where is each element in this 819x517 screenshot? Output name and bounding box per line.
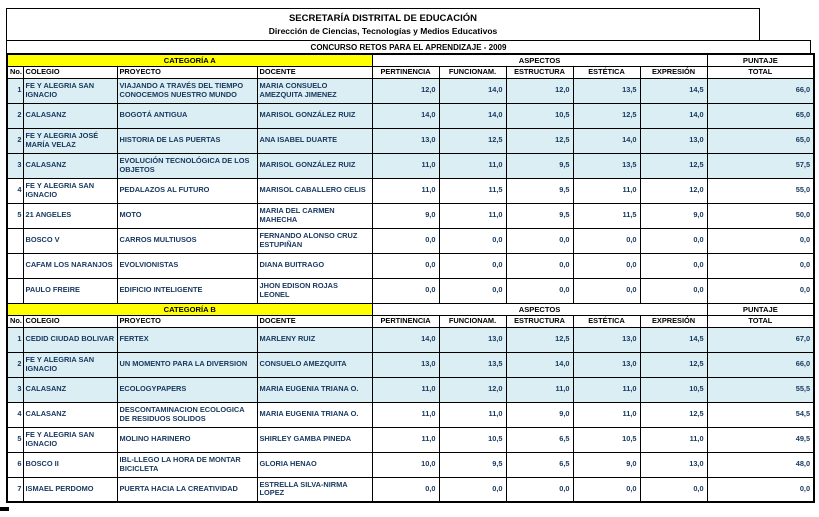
score-cell: 13,0 [439, 327, 506, 352]
total-cell: 65,0 [707, 128, 814, 153]
score-cell: 13,5 [573, 153, 640, 178]
total-cell: 67,0 [707, 327, 814, 352]
score-cell: 11,0 [372, 178, 439, 203]
row-number-cell: 3 [7, 377, 23, 402]
score-cell: 13,5 [573, 78, 640, 103]
docente-cell: DIANA BUITRAGO [257, 253, 372, 278]
column-header-colegio: COLEGIO [23, 315, 117, 327]
score-cell: 0,0 [372, 477, 439, 502]
score-cell: 9,0 [506, 402, 573, 427]
column-header-row [7, 315, 814, 327]
docente-cell: MARIA EUGENIA TRIANA O. [257, 402, 372, 427]
score-cell: 6,5 [506, 427, 573, 452]
proyecto-cell: ECOLOGYPAPERS [117, 377, 257, 402]
score-cell: 9,0 [372, 203, 439, 228]
docente-cell: CONSUELO AMEZQUITA [257, 352, 372, 377]
row-number-cell [7, 253, 23, 278]
score-cell: 0,0 [573, 477, 640, 502]
colegio-cell: CALASANZ [23, 103, 117, 128]
proyecto-cell: FERTEX [117, 327, 257, 352]
table-row [7, 178, 814, 203]
table-row [7, 203, 814, 228]
table-row [7, 477, 814, 502]
proyecto-cell: VIAJANDO A TRAVÉS DEL TIEMPO CONOCEMOS NUESTRO MUNDO [117, 78, 257, 103]
docente-cell: SHIRLEY GAMBA PINEDA [257, 427, 372, 452]
docente-cell: MARIA EUGENIA TRIANA O. [257, 377, 372, 402]
score-cell: 14,0 [439, 78, 506, 103]
score-cell: 11,0 [372, 153, 439, 178]
score-cell: 14,0 [439, 103, 506, 128]
total-cell: 0,0 [707, 228, 814, 253]
score-cell: 11,0 [506, 377, 573, 402]
column-header-expresin: EXPRESIÓN [640, 66, 707, 78]
docente-cell: MARISOL CABALLERO CELIS [257, 178, 372, 203]
colegio-cell: FE Y ALEGRIA SAN IGNACIO [23, 427, 117, 452]
score-cell: 6,5 [506, 452, 573, 477]
score-cell: 0,0 [439, 278, 506, 303]
score-cell: 13,0 [640, 452, 707, 477]
score-cell: 9,0 [573, 452, 640, 477]
column-header-proyecto: PROYECTO [117, 66, 257, 78]
total-cell: 48,0 [707, 452, 814, 477]
proyecto-cell: PUERTA HACIA LA CREATIVIDAD [117, 477, 257, 502]
table-row [7, 78, 814, 103]
score-cell: 14,0 [640, 103, 707, 128]
column-header-pertinencia: PERTINENCIA [372, 315, 439, 327]
score-cell: 12,5 [640, 402, 707, 427]
column-header-docente: DOCENTE [257, 315, 372, 327]
score-cell: 0,0 [506, 278, 573, 303]
score-cell: 0,0 [439, 477, 506, 502]
table-row [7, 402, 814, 427]
score-cell: 11,0 [372, 377, 439, 402]
score-cell: 11,5 [439, 178, 506, 203]
score-cell: 9,5 [506, 178, 573, 203]
column-header-total: TOTAL [707, 315, 814, 327]
table-row [7, 352, 814, 377]
score-cell: 12,0 [640, 178, 707, 203]
row-number-cell: 7 [7, 477, 23, 502]
total-cell: 66,0 [707, 78, 814, 103]
table-row [7, 278, 814, 303]
score-cell: 14,0 [573, 128, 640, 153]
total-cell: 66,0 [707, 352, 814, 377]
proyecto-cell: IBL-LLEGO LA HORA DE MONTAR BICICLETA [117, 452, 257, 477]
score-cell: 14,0 [372, 103, 439, 128]
proyecto-cell: PEDALAZOS AL FUTURO [117, 178, 257, 203]
row-number-cell: 3 [7, 153, 23, 178]
docente-cell: JHON EDISON ROJAS LEONEL [257, 278, 372, 303]
report-title-box [6, 8, 760, 41]
score-cell: 0,0 [439, 253, 506, 278]
table-row [7, 427, 814, 452]
colegio-cell: FE Y ALEGRIA SAN IGNACIO [23, 78, 117, 103]
score-cell: 13,5 [439, 352, 506, 377]
score-cell: 0,0 [372, 253, 439, 278]
score-cell: 13,0 [573, 327, 640, 352]
colegio-cell: CALASANZ [23, 153, 117, 178]
total-cell: 0,0 [707, 477, 814, 502]
proyecto-cell: HISTORIA DE LAS PUERTAS [117, 128, 257, 153]
colegio-cell: PAULO FREIRE [23, 278, 117, 303]
docente-cell: MARIA DEL CARMEN MAHECHA [257, 203, 372, 228]
score-cell: 12,5 [640, 153, 707, 178]
docente-cell: ESTRELLA SILVA-NIRMA LOPEZ [257, 477, 372, 502]
score-cell: 0,0 [506, 477, 573, 502]
proyecto-cell: CARROS MULTIUSOS [117, 228, 257, 253]
docente-cell: MARISOL GONZÁLEZ RUIZ [257, 153, 372, 178]
proyecto-cell: DESCONTAMINACION ECOLOGICA DE RESIDUOS SOLIDOS [117, 402, 257, 427]
row-number-cell: 2 [7, 103, 23, 128]
score-cell: 11,0 [573, 178, 640, 203]
section-label: CATEGORÍA A [7, 54, 372, 66]
section-header-row [7, 54, 814, 66]
section-label: CATEGORÍA B [7, 303, 372, 315]
column-header-expresin: EXPRESIÓN [640, 315, 707, 327]
score-cell: 0,0 [573, 253, 640, 278]
column-header-esttica: ESTÉTICA [573, 66, 640, 78]
row-number-cell: 2 [7, 352, 23, 377]
row-number-cell: 5 [7, 203, 23, 228]
row-number-cell: 1 [7, 327, 23, 352]
score-cell: 10,5 [573, 427, 640, 452]
score-cell: 0,0 [573, 228, 640, 253]
column-header-row [7, 66, 814, 78]
aspects-group-header: ASPECTOS [372, 54, 707, 66]
row-number-cell [7, 228, 23, 253]
table-row [7, 153, 814, 178]
total-cell: 65,0 [707, 103, 814, 128]
puntaje-group-header: PUNTAJE [707, 54, 814, 66]
column-header-funcionam: FUNCIONAM. [439, 315, 506, 327]
score-cell: 11,0 [573, 377, 640, 402]
score-cell: 9,0 [640, 203, 707, 228]
score-cell: 0,0 [439, 228, 506, 253]
score-cell: 9,5 [506, 153, 573, 178]
column-header-funcionam: FUNCIONAM. [439, 66, 506, 78]
score-cell: 0,0 [640, 477, 707, 502]
colegio-cell: CALASANZ [23, 402, 117, 427]
total-cell: 0,0 [707, 253, 814, 278]
total-cell: 55,5 [707, 377, 814, 402]
docente-cell: MARLENY RUIZ [257, 327, 372, 352]
table-row [7, 327, 814, 352]
score-cell: 11,0 [640, 427, 707, 452]
score-cell: 0,0 [640, 253, 707, 278]
colegio-cell: CALASANZ [23, 377, 117, 402]
score-cell: 14,5 [640, 78, 707, 103]
column-header-estructura: ESTRUCTURA [506, 66, 573, 78]
table-row [7, 452, 814, 477]
score-cell: 13,0 [372, 128, 439, 153]
table-row [7, 128, 814, 153]
score-cell: 11,0 [372, 427, 439, 452]
colegio-cell: CEDID CIUDAD BOLIVAR [23, 327, 117, 352]
score-cell: 10,5 [640, 377, 707, 402]
total-cell: 49,5 [707, 427, 814, 452]
score-cell: 13,0 [640, 128, 707, 153]
row-number-cell: 6 [7, 452, 23, 477]
colegio-cell: FE Y ALEGRIA SAN IGNACIO [23, 178, 117, 203]
score-cell: 14,0 [372, 327, 439, 352]
total-cell: 0,0 [707, 278, 814, 303]
table-row [7, 377, 814, 402]
score-cell: 12,5 [573, 103, 640, 128]
column-header-colegio: COLEGIO [23, 66, 117, 78]
org-title: SECRETARÍA DISTRITAL DE EDUCACIÓN [288, 13, 478, 25]
score-cell: 11,0 [372, 402, 439, 427]
proyecto-cell: EVOLUCIÓN TECNOLÓGICA DE LOS OBJETOS [117, 153, 257, 178]
proyecto-cell: UN MOMENTO PARA LA DIVERSION [117, 352, 257, 377]
total-cell: 54,5 [707, 402, 814, 427]
total-cell: 50,0 [707, 203, 814, 228]
score-cell: 0,0 [372, 278, 439, 303]
score-cell: 0,0 [372, 228, 439, 253]
score-cell: 12,0 [506, 78, 573, 103]
proyecto-cell: MOLINO HARINERO [117, 427, 257, 452]
score-cell: 0,0 [640, 278, 707, 303]
row-number-cell: 2 [7, 128, 23, 153]
score-cell: 12,0 [439, 377, 506, 402]
score-cell: 9,5 [506, 203, 573, 228]
contest-title: CONCURSO RETOS PARA EL APRENDIZAJE - 2009 [310, 42, 507, 52]
org-subtitle: Dirección de Ciencias, Tecnologías y Medios Educativos [268, 25, 498, 36]
proyecto-cell: BOGOTÁ ANTIGUA [117, 103, 257, 128]
docente-cell: GLORIA HENAO [257, 452, 372, 477]
score-cell: 12,5 [439, 128, 506, 153]
colegio-cell: BOSCO II [23, 452, 117, 477]
score-cell: 10,5 [506, 103, 573, 128]
row-number-cell: 4 [7, 402, 23, 427]
colegio-cell: CAFAM LOS NARANJOS [23, 253, 117, 278]
puntaje-group-header: PUNTAJE [707, 303, 814, 315]
score-cell: 12,5 [640, 352, 707, 377]
row-number-cell [7, 278, 23, 303]
score-cell: 11,5 [573, 203, 640, 228]
score-cell: 12,5 [506, 128, 573, 153]
score-cell: 9,5 [439, 452, 506, 477]
aspects-group-header: ASPECTOS [372, 303, 707, 315]
contest-title-bar [6, 40, 811, 54]
docente-cell: FERNANDO ALONSO CRUZ ESTUPIÑAN [257, 228, 372, 253]
column-header-esttica: ESTÉTICA [573, 315, 640, 327]
score-cell: 11,0 [573, 402, 640, 427]
colegio-cell: BOSCO V [23, 228, 117, 253]
docente-cell: MARIA CONSUELO AMEZQUITA JIMENEZ [257, 78, 372, 103]
score-cell: 0,0 [640, 228, 707, 253]
score-cell: 11,0 [439, 402, 506, 427]
column-header-no: No. [7, 66, 23, 78]
score-cell: 12,0 [372, 78, 439, 103]
column-header-total: TOTAL [707, 66, 814, 78]
score-cell: 0,0 [573, 278, 640, 303]
colegio-cell: ISMAEL PERDOMO [23, 477, 117, 502]
score-cell: 0,0 [506, 228, 573, 253]
proyecto-cell: EDIFICIO INTELIGENTE [117, 278, 257, 303]
row-number-cell: 1 [7, 78, 23, 103]
page-edge-tick [0, 507, 9, 511]
row-number-cell: 4 [7, 178, 23, 203]
column-header-no: No. [7, 315, 23, 327]
score-cell: 14,5 [640, 327, 707, 352]
section-header-row [7, 303, 814, 315]
score-cell: 10,5 [439, 427, 506, 452]
score-cell: 12,5 [506, 327, 573, 352]
proyecto-cell: EVOLVIONISTAS [117, 253, 257, 278]
column-header-estructura: ESTRUCTURA [506, 315, 573, 327]
colegio-cell: FE Y ALEGRIA SAN IGNACIO [23, 352, 117, 377]
score-table-body [7, 54, 814, 502]
score-table [6, 53, 815, 503]
row-number-cell: 5 [7, 427, 23, 452]
table-row [7, 103, 814, 128]
docente-cell: MARISOL GONZÁLEZ RUIZ [257, 103, 372, 128]
docente-cell: ANA ISABEL DUARTE [257, 128, 372, 153]
colegio-cell: FE Y ALEGRIA JOSÉ MARÍA VELAZ [23, 128, 117, 153]
column-header-pertinencia: PERTINENCIA [372, 66, 439, 78]
score-cell: 11,0 [439, 153, 506, 178]
colegio-cell: 21 ANGELES [23, 203, 117, 228]
score-cell: 13,0 [573, 352, 640, 377]
score-cell: 13,0 [372, 352, 439, 377]
column-header-docente: DOCENTE [257, 66, 372, 78]
score-cell: 10,0 [372, 452, 439, 477]
score-cell: 14,0 [506, 352, 573, 377]
table-row [7, 253, 814, 278]
column-header-proyecto: PROYECTO [117, 315, 257, 327]
score-cell: 11,0 [439, 203, 506, 228]
total-cell: 55,0 [707, 178, 814, 203]
table-row [7, 228, 814, 253]
score-cell: 0,0 [506, 253, 573, 278]
proyecto-cell: MOTO [117, 203, 257, 228]
total-cell: 57,5 [707, 153, 814, 178]
